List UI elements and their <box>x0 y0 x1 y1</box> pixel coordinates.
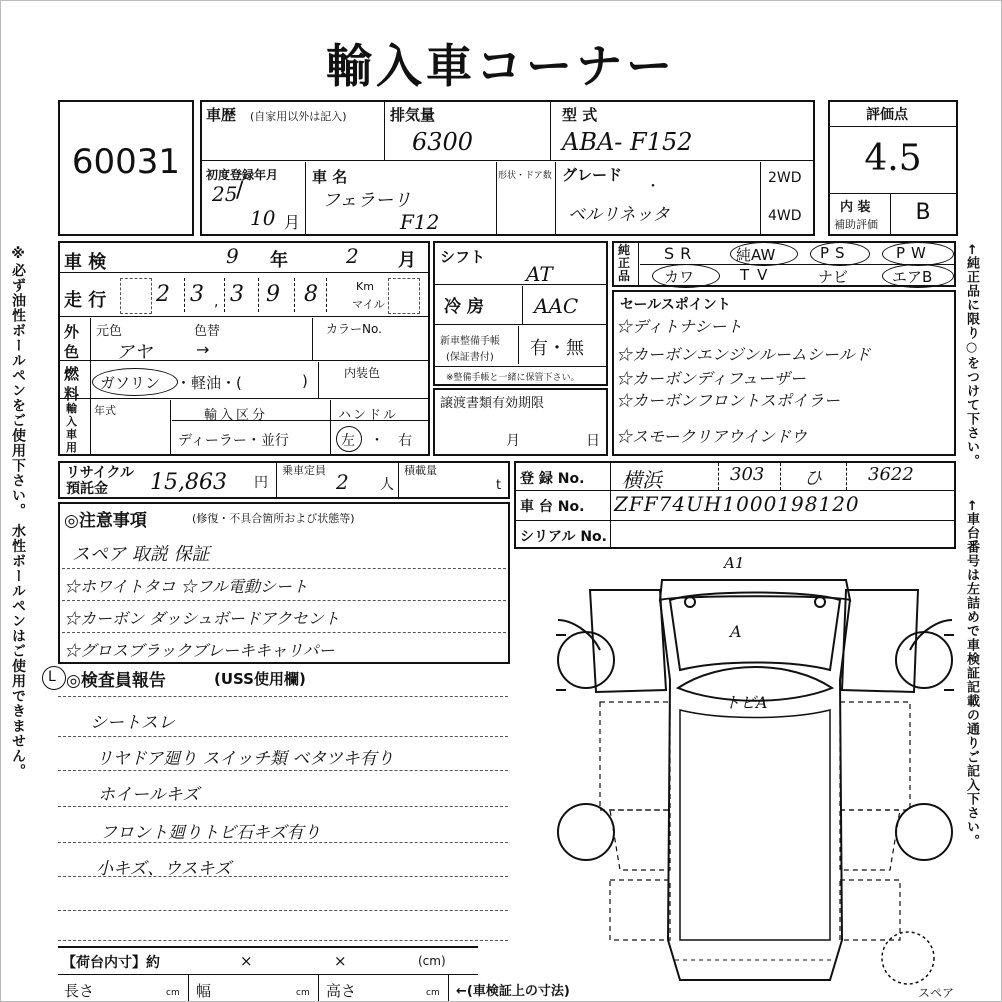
drive-4wd: 4WD <box>768 208 802 224</box>
first-reg-year: 25 <box>212 182 238 206</box>
shaken-year: 9 <box>226 244 239 268</box>
load-unit: t <box>496 478 502 493</box>
mileage-digit: 8 <box>304 282 318 307</box>
fuel-options: ・軽油・( <box>176 374 242 392</box>
changed-color-label: 色替 <box>194 324 221 339</box>
capacity-unit: 人 <box>380 477 394 493</box>
mileage-digit: 3 <box>230 282 244 307</box>
equip-tv: TV <box>740 266 776 284</box>
import-category-value: ディーラー・並行 <box>178 433 289 449</box>
handle-left: 左 <box>341 433 355 449</box>
right-side-note-bottom: ←車台番号は左詰めで車検証記載の通りご記入下さい。 <box>964 500 979 848</box>
inspector-item: 小キズ、ウスキズ <box>96 859 232 879</box>
cargo-width-unit: cm <box>296 988 310 998</box>
equip-navi: ナビ <box>818 268 849 286</box>
mileage-digit: 2 <box>156 282 170 307</box>
drive-2wd: 2WD <box>768 170 802 186</box>
diagram-a: A <box>730 622 742 641</box>
mileage-digit: 9 <box>266 282 280 307</box>
cargo-cm: (cm) <box>418 954 446 968</box>
maintenance-label: 新車整備手帳 <box>440 336 500 347</box>
lot-number: 60031 <box>71 142 181 182</box>
cargo-height: 高さ <box>326 982 357 1000</box>
score-value: 4.5 <box>864 138 922 179</box>
inspector-item: リヤドア廻り スイッチ類 ベタツキ有り <box>96 749 394 769</box>
orig-color-label: 元色 <box>96 324 123 339</box>
left-side-note: ※必ず油性ボールペンをご使用下さい。 水性ボールペンはご使用できません。 <box>10 246 26 779</box>
sales-point-item: ☆スモークリアウインドウ <box>616 427 807 446</box>
diagram-a1: A1 <box>724 554 745 572</box>
equip-kawa: カワ <box>664 268 695 286</box>
sales-point-item: ☆ディトナシート <box>616 317 743 336</box>
import-category-label: 輸入区分 <box>204 408 269 423</box>
grade-value: ベルリネッタ <box>568 205 670 225</box>
note-item: スペア 取説 保証 <box>72 544 210 565</box>
equip-sr: SR <box>664 244 698 263</box>
interior-color-label: 内装色 <box>344 366 381 380</box>
shaken-label: 車 検 <box>64 252 107 273</box>
cargo-note: ←(車検証上の寸法) <box>456 984 570 999</box>
color-no-label: カラーNo. <box>326 322 382 336</box>
equipment-label: 純正品 <box>618 243 631 283</box>
import-label: 輸入車用 <box>66 402 77 454</box>
recycle-unit: 円 <box>254 475 268 491</box>
diagram-windshield: トビA <box>724 693 768 712</box>
equip-airbag: エアB <box>892 268 933 286</box>
first-reg-label: 初度登録年月 <box>206 168 279 182</box>
body-doors-label: 形状・ドア数 <box>498 171 552 181</box>
shaken-month-unit: 月 <box>398 250 416 271</box>
transfer-doc-day: 日 <box>586 433 600 449</box>
import-year-label: 年式 <box>94 404 116 417</box>
sales-point-item: ☆カーボンディフューザー <box>616 369 806 388</box>
inspector-item: ホイールキズ <box>98 785 200 805</box>
model-label: 型 式 <box>562 106 598 124</box>
score-label: 評価点 <box>866 107 908 123</box>
interior-value: B <box>915 200 931 225</box>
car-name-label: 車 名 <box>312 168 348 186</box>
mileage-digits: 2 3 , 3 9 8 Km マイル <box>120 278 426 314</box>
notes-label: ◎注意事項 <box>64 511 147 531</box>
inspector-label: ◎検査員報告 <box>66 671 166 691</box>
maintenance-note: ※整備手帳と一緒に保管下さい。 <box>446 373 580 383</box>
aircon-value: AAC <box>534 294 579 318</box>
transfer-doc-month: 月 <box>506 433 520 449</box>
history-note: (自家用以外は記入) <box>250 110 347 123</box>
cargo-label: 【荷台内寸】約 <box>62 955 160 971</box>
aircon-label: 冷 房 <box>444 297 484 317</box>
handle-label: ハンドル <box>338 408 399 423</box>
sales-point-item: ☆カーボンエンジンルームシールド <box>616 345 871 364</box>
equip-ps: PS <box>820 244 851 262</box>
capacity-label: 乗車定員 <box>282 464 326 477</box>
grade-label: グレード <box>562 166 623 184</box>
chassis-label: 車 台 No. <box>520 499 585 515</box>
cargo-height-unit: cm <box>426 988 440 998</box>
shaken-month: 2 <box>346 244 359 268</box>
exterior-color-value: アヤ <box>116 342 152 363</box>
load-label: 積載量 <box>404 464 437 477</box>
car-name-value: フェラーリ <box>322 190 412 211</box>
displacement-label: 排気量 <box>390 106 436 124</box>
right-side-note-top: ←純正品に限り○をつけて下さい。 <box>964 244 979 468</box>
note-item: ☆カーボン ダッシュボードアクセント <box>64 609 340 628</box>
registration-label: 登 録 No. <box>520 471 585 487</box>
capacity-value: 2 <box>336 470 349 494</box>
fuel-value: ガソリン <box>100 374 161 392</box>
displacement-value: 6300 <box>412 128 474 156</box>
reg-kana: ひ <box>804 468 822 489</box>
note-item: ☆グロスブラックブレーキキャリパー <box>64 641 335 660</box>
first-reg-month-unit: 月 <box>284 213 301 232</box>
first-reg-month: 10 <box>250 206 276 230</box>
notes-sub: (修復・不具合箇所および状態等) <box>192 512 355 525</box>
interior-sub: 補助評価 <box>834 218 878 231</box>
serial-label: シリアル No. <box>520 529 607 545</box>
sales-points-label: セールスポイント <box>620 297 731 313</box>
recycle-label: リサイクル <box>66 465 135 481</box>
diagram-spare: スペア <box>918 986 955 1000</box>
inspector-circle-letter: L <box>48 669 56 685</box>
sales-point-item: ☆カーボンフロントスポイラー <box>616 391 840 410</box>
cargo-length: 長さ <box>64 982 95 1000</box>
reg-class: 303 <box>730 464 765 485</box>
fuel-close: ) <box>302 372 308 390</box>
model-value: ABA- F152 <box>562 128 693 156</box>
mileage-label: 走 行 <box>64 290 107 311</box>
inspector-item: シートスレ <box>90 713 175 733</box>
handle-sep: ・ <box>370 433 384 449</box>
page-title: 輸入車コーナー <box>326 39 676 93</box>
handle-right: 右 <box>398 433 412 449</box>
inspector-item: フロント廻りトビ石キズ有り <box>100 823 321 843</box>
recycle-label2: 預託金 <box>66 481 108 497</box>
inspector-sub: (USS使用欄) <box>214 670 306 688</box>
history-label: 車歴 <box>206 106 237 124</box>
fuel-label: 燃 料 <box>64 365 80 403</box>
shift-label: シフト <box>440 248 486 266</box>
cargo-x1: × <box>240 952 253 970</box>
grade-dot: ・ <box>646 179 660 195</box>
car-name-f12: F12 <box>400 210 440 234</box>
color-arrow: → <box>196 340 210 359</box>
equip-aw: 純AW <box>736 246 776 264</box>
recycle-value: 15,863 <box>150 470 227 495</box>
note-item: ☆ホワイトタコ ☆フル電動シート <box>64 577 308 596</box>
exterior-label: 外 色 <box>64 323 80 361</box>
cargo-x2: × <box>334 952 347 970</box>
mileage-unit-mile: マイル <box>352 298 385 311</box>
cargo-length-unit: cm <box>166 988 180 998</box>
reg-number: 3622 <box>868 464 914 485</box>
mileage-digit: 3 <box>190 282 204 307</box>
maintenance-options: 有・無 <box>530 338 584 359</box>
reg-area: 横浜 <box>622 468 662 492</box>
mileage-unit-km: Km <box>356 280 374 293</box>
maintenance-sub: (保証書付) <box>446 352 494 363</box>
shaken-year-unit: 年 <box>270 250 288 271</box>
cargo-width: 幅 <box>196 982 212 1000</box>
transfer-doc-label: 譲渡書類有効期限 <box>440 396 545 411</box>
chassis-value: ZFF74UH1000198120 <box>614 492 860 516</box>
interior-label: 内 装 <box>840 200 871 215</box>
shift-value: AT <box>526 262 553 286</box>
equip-pw: PW <box>896 244 932 262</box>
